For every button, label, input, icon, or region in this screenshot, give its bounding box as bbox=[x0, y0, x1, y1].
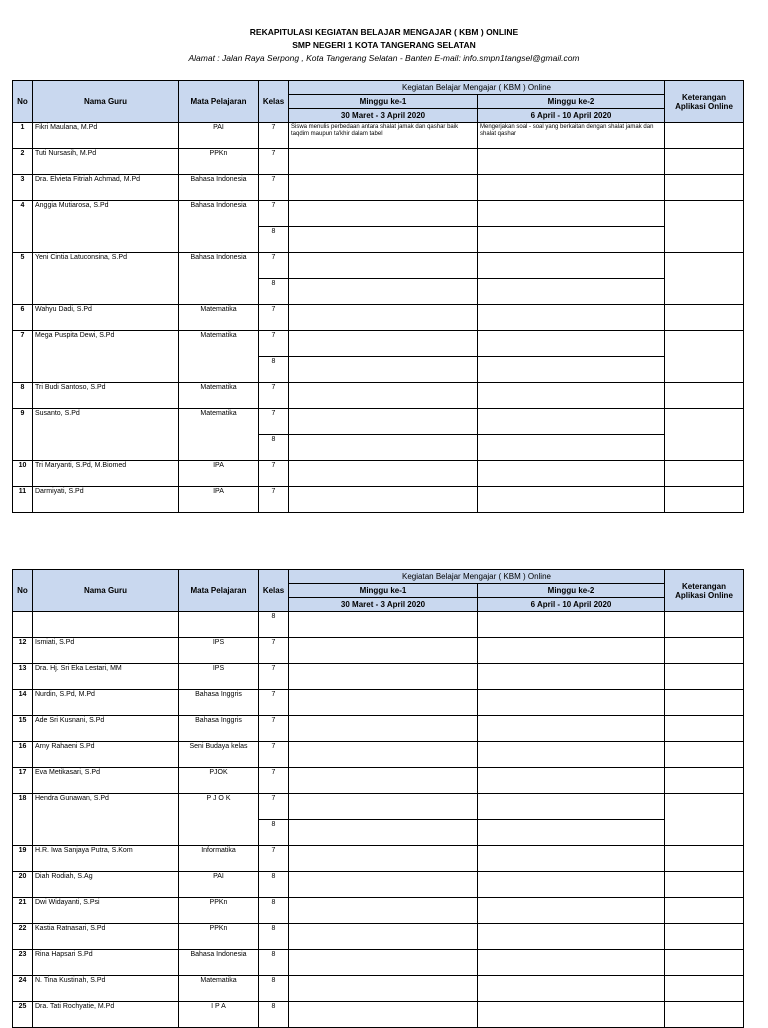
row-nama-guru: Hendra Gunawan, S.Pd bbox=[33, 794, 179, 846]
row-keterangan bbox=[665, 924, 744, 950]
row-mata-pelajaran: IPS bbox=[179, 664, 259, 690]
row-no: 11 bbox=[13, 487, 33, 513]
row-no: 25 bbox=[13, 1002, 33, 1028]
table-row bbox=[13, 253, 744, 279]
row-kelas: 7 bbox=[259, 253, 289, 279]
row-week-1 bbox=[289, 409, 478, 435]
row-nama-guru: Darmiyati, S.Pd bbox=[33, 487, 179, 513]
row-mata-pelajaran: PAI bbox=[179, 872, 259, 898]
row-week-1 bbox=[289, 742, 478, 768]
table-row bbox=[13, 716, 744, 742]
table-row bbox=[13, 383, 744, 409]
row-no: 18 bbox=[13, 794, 33, 846]
row-week-2 bbox=[478, 409, 665, 435]
row-week-1 bbox=[289, 898, 478, 924]
table-row bbox=[13, 175, 744, 201]
row-kelas: 8 bbox=[259, 872, 289, 898]
row-week-2 bbox=[478, 820, 665, 846]
row-no: 16 bbox=[13, 742, 33, 768]
row-keterangan bbox=[665, 487, 744, 513]
row-week-2 bbox=[478, 357, 665, 383]
row-nama-guru: Dra. Elvieta Fitriah Achmad, M.Pd bbox=[33, 175, 179, 201]
row-kelas: 7 bbox=[259, 487, 289, 513]
row-week-2 bbox=[478, 305, 665, 331]
col-kbm-online: Kegiatan Belajar Mengajar ( KBM ) Online bbox=[289, 81, 665, 95]
row-nama-guru: Tri Budi Santoso, S.Pd bbox=[33, 383, 179, 409]
row-week-1 bbox=[289, 383, 478, 409]
row-week-2 bbox=[478, 279, 665, 305]
row-kelas: 7 bbox=[259, 305, 289, 331]
row-kelas: 7 bbox=[259, 690, 289, 716]
row-kelas: 8 bbox=[259, 1002, 289, 1028]
row-no: 13 bbox=[13, 664, 33, 690]
row-week-1: Siswa menulis perbedaan antara shalat jamak dan qashar baik taqdim maupun ta'khir dalam tabel bbox=[289, 123, 478, 149]
table-row bbox=[13, 924, 744, 950]
col-date-2: 6 April - 10 April 2020 bbox=[478, 109, 665, 123]
row-nama-guru: Fikri Maulana, M.Pd bbox=[33, 123, 179, 149]
row-mata-pelajaran: Bahasa Indonesia bbox=[179, 253, 259, 305]
row-no: 3 bbox=[13, 175, 33, 201]
row-kelas: 8 bbox=[259, 435, 289, 461]
row-week-1 bbox=[289, 768, 478, 794]
row-kelas: 7 bbox=[259, 409, 289, 435]
row-week-1 bbox=[289, 305, 478, 331]
row-week-1 bbox=[289, 846, 478, 872]
col-nama-guru: Nama Guru bbox=[33, 81, 179, 123]
col-kbm-online: Kegiatan Belajar Mengajar ( KBM ) Online bbox=[289, 570, 665, 584]
row-mata-pelajaran: PPKn bbox=[179, 924, 259, 950]
row-keterangan bbox=[665, 175, 744, 201]
col-week-1: Minggu ke-1 bbox=[289, 584, 478, 598]
table-row bbox=[13, 461, 744, 487]
row-nama-guru: Dra. Hj. Sri Eka Lestari, MM bbox=[33, 664, 179, 690]
table-row bbox=[13, 149, 744, 175]
row-kelas: 7 bbox=[259, 123, 289, 149]
row-no: 5 bbox=[13, 253, 33, 305]
row-no: 4 bbox=[13, 201, 33, 253]
row-keterangan bbox=[665, 253, 744, 305]
row-keterangan bbox=[665, 331, 744, 383]
row-week-2 bbox=[478, 227, 665, 253]
row-keterangan bbox=[665, 461, 744, 487]
row-nama-guru: Arny Rahaeni S.Pd bbox=[33, 742, 179, 768]
row-week-2 bbox=[478, 742, 665, 768]
row-week-1 bbox=[289, 435, 478, 461]
table-row bbox=[13, 846, 744, 872]
row-nama-guru: H.R. Iwa Sanjaya Putra, S.Kom bbox=[33, 846, 179, 872]
row-kelas: 8 bbox=[259, 612, 289, 638]
row-mata-pelajaran: Bahasa Inggris bbox=[179, 716, 259, 742]
row-keterangan bbox=[665, 872, 744, 898]
row-mata-pelajaran: PPKn bbox=[179, 898, 259, 924]
row-week-2 bbox=[478, 175, 665, 201]
row-kelas: 7 bbox=[259, 742, 289, 768]
row-nama-guru: Mega Puspita Dewi, S.Pd bbox=[33, 331, 179, 383]
row-week-1 bbox=[289, 253, 478, 279]
row-week-1 bbox=[289, 716, 478, 742]
row-week-1 bbox=[289, 279, 478, 305]
row-nama-guru: Rina Hapsari S.Pd bbox=[33, 950, 179, 976]
row-week-2 bbox=[478, 201, 665, 227]
row-mata-pelajaran: Bahasa Indonesia bbox=[179, 201, 259, 253]
row-mata-pelajaran: Matematika bbox=[179, 331, 259, 383]
col-kelas: Kelas bbox=[259, 570, 289, 612]
row-kelas: 7 bbox=[259, 768, 289, 794]
report-title: REKAPITULASI KEGIATAN BELAJAR MENGAJAR ( KBM ) ONLINE bbox=[249, 27, 519, 37]
row-week-1 bbox=[289, 664, 478, 690]
row-mata-pelajaran: PPKn bbox=[179, 149, 259, 175]
col-keterangan: Keterangan Aplikasi Online bbox=[665, 81, 744, 123]
table-row bbox=[13, 305, 744, 331]
row-no: 2 bbox=[13, 149, 33, 175]
table-row bbox=[13, 976, 744, 1002]
row-nama-guru: N. Tina Kustinah, S.Pd bbox=[33, 976, 179, 1002]
row-week-2 bbox=[478, 383, 665, 409]
row-kelas: 8 bbox=[259, 976, 289, 1002]
row-week-2: Mengerjakan soal - soal yang berkaitan dengan shalat jamak dan shalat qashar bbox=[478, 123, 665, 149]
row-no: 24 bbox=[13, 976, 33, 1002]
table-row bbox=[13, 638, 744, 664]
col-keterangan: Keterangan Aplikasi Online bbox=[665, 570, 744, 612]
row-week-2 bbox=[478, 664, 665, 690]
row-kelas: 7 bbox=[259, 794, 289, 820]
row-mata-pelajaran: IPS bbox=[179, 638, 259, 664]
row-kelas: 7 bbox=[259, 149, 289, 175]
table-row bbox=[13, 331, 744, 357]
table-row bbox=[13, 898, 744, 924]
row-keterangan bbox=[665, 898, 744, 924]
row-keterangan bbox=[665, 690, 744, 716]
row-kelas: 8 bbox=[259, 279, 289, 305]
row-kelas: 8 bbox=[259, 950, 289, 976]
row-week-1 bbox=[289, 924, 478, 950]
row-week-1 bbox=[289, 357, 478, 383]
row-week-1 bbox=[289, 950, 478, 976]
row-week-1 bbox=[289, 201, 478, 227]
table-row bbox=[13, 794, 744, 820]
row-no: 9 bbox=[13, 409, 33, 461]
row-nama-guru: Ismiati, S.Pd bbox=[33, 638, 179, 664]
row-keterangan bbox=[665, 149, 744, 175]
row-no: 12 bbox=[13, 638, 33, 664]
row-no: 10 bbox=[13, 461, 33, 487]
row-week-2 bbox=[478, 768, 665, 794]
row-week-2 bbox=[478, 461, 665, 487]
row-keterangan bbox=[665, 664, 744, 690]
row-keterangan bbox=[665, 794, 744, 846]
row-week-1 bbox=[289, 794, 478, 820]
row-mata-pelajaran: PJOK bbox=[179, 768, 259, 794]
row-mata-pelajaran: IPA bbox=[179, 461, 259, 487]
row-week-1 bbox=[289, 820, 478, 846]
table-row bbox=[13, 612, 744, 638]
kbm-table-1 bbox=[12, 80, 744, 513]
row-kelas: 7 bbox=[259, 461, 289, 487]
col-date-1: 30 Maret - 3 April 2020 bbox=[289, 109, 478, 123]
row-kelas: 7 bbox=[259, 201, 289, 227]
row-no: 8 bbox=[13, 383, 33, 409]
row-no: 20 bbox=[13, 872, 33, 898]
row-week-2 bbox=[478, 976, 665, 1002]
row-mata-pelajaran: Matematika bbox=[179, 409, 259, 461]
row-week-1 bbox=[289, 461, 478, 487]
row-week-2 bbox=[478, 435, 665, 461]
col-week-1: Minggu ke-1 bbox=[289, 95, 478, 109]
row-kelas: 7 bbox=[259, 383, 289, 409]
row-week-2 bbox=[478, 716, 665, 742]
row-kelas: 7 bbox=[259, 175, 289, 201]
row-no: 21 bbox=[13, 898, 33, 924]
row-keterangan bbox=[665, 768, 744, 794]
row-nama-guru: Susanto, S.Pd bbox=[33, 409, 179, 461]
col-mata-pelajaran: Mata Pelajaran bbox=[179, 570, 259, 612]
row-week-2 bbox=[478, 794, 665, 820]
row-no: 14 bbox=[13, 690, 33, 716]
school-address: Alamat : Jalan Raya Serpong , Kota Tangerang Selatan - Banten E-mail: info.smpn1tangsel@gmail.com bbox=[188, 53, 580, 63]
row-nama-guru: Kastia Ratnasari, S.Pd bbox=[33, 924, 179, 950]
row-keterangan bbox=[665, 846, 744, 872]
row-mata-pelajaran: Bahasa Inggris bbox=[179, 690, 259, 716]
row-keterangan bbox=[665, 976, 744, 1002]
table-row bbox=[13, 690, 744, 716]
row-mata-pelajaran: IPA bbox=[179, 487, 259, 513]
row-kelas: 8 bbox=[259, 227, 289, 253]
col-date-1: 30 Maret - 3 April 2020 bbox=[289, 598, 478, 612]
col-no: No bbox=[13, 570, 33, 612]
row-nama-guru: Ade Sri Kusnani, S.Pd bbox=[33, 716, 179, 742]
row-mata-pelajaran: Seni Budaya kelas bbox=[179, 742, 259, 768]
row-mata-pelajaran: PAI bbox=[179, 123, 259, 149]
col-week-2: Minggu ke-2 bbox=[478, 95, 665, 109]
col-nama-guru: Nama Guru bbox=[33, 570, 179, 612]
row-week-1 bbox=[289, 149, 478, 175]
row-nama-guru: Dra. Tati Rochyatie, M.Pd bbox=[33, 1002, 179, 1028]
row-kelas: 7 bbox=[259, 664, 289, 690]
school-name: SMP NEGERI 1 KOTA TANGERANG SELATAN bbox=[292, 40, 476, 50]
row-nama-guru: Wahyu Dadi, S.Pd bbox=[33, 305, 179, 331]
row-kelas: 8 bbox=[259, 357, 289, 383]
row-week-1 bbox=[289, 638, 478, 664]
row-nama-guru: Anggia Mutiarosa, S.Pd bbox=[33, 201, 179, 253]
row-nama-guru: Tuti Nursasih, M.Pd bbox=[33, 149, 179, 175]
row-week-2 bbox=[478, 253, 665, 279]
row-week-2 bbox=[478, 690, 665, 716]
col-week-2: Minggu ke-2 bbox=[478, 584, 665, 598]
row-week-2 bbox=[478, 950, 665, 976]
row-week-1 bbox=[289, 487, 478, 513]
table-row bbox=[13, 487, 744, 513]
row-nama-guru: Diah Rodiah, S.Ag bbox=[33, 872, 179, 898]
col-date-2: 6 April - 10 April 2020 bbox=[478, 598, 665, 612]
row-mata-pelajaran: Informatika bbox=[179, 846, 259, 872]
row-mata-pelajaran: I P A bbox=[179, 1002, 259, 1028]
row-nama-guru: Tri Maryanti, S.Pd, M.Biomed bbox=[33, 461, 179, 487]
row-week-2 bbox=[478, 487, 665, 513]
row-keterangan bbox=[665, 383, 744, 409]
table-row bbox=[13, 664, 744, 690]
table-row bbox=[13, 201, 744, 227]
row-nama-guru: Nurdin, S.Pd, M.Pd bbox=[33, 690, 179, 716]
kbm-table-2 bbox=[12, 569, 744, 1028]
row-keterangan bbox=[665, 123, 744, 149]
row-kelas: 7 bbox=[259, 716, 289, 742]
row-week-1 bbox=[289, 872, 478, 898]
table-row bbox=[13, 123, 744, 149]
row-no: 15 bbox=[13, 716, 33, 742]
table-row bbox=[13, 872, 744, 898]
col-mata-pelajaran: Mata Pelajaran bbox=[179, 81, 259, 123]
row-keterangan bbox=[665, 716, 744, 742]
row-kelas: 7 bbox=[259, 638, 289, 664]
row-nama-guru: Yeni Cintia Latuconsina, S.Pd bbox=[33, 253, 179, 305]
row-mata-pelajaran: Bahasa Indonesia bbox=[179, 950, 259, 976]
table-row bbox=[13, 768, 744, 794]
row-keterangan bbox=[665, 305, 744, 331]
row-week-1 bbox=[289, 227, 478, 253]
row-nama-guru: Eva Metikasari, S.Pd bbox=[33, 768, 179, 794]
row-week-2 bbox=[478, 898, 665, 924]
row-keterangan bbox=[665, 201, 744, 253]
table-row bbox=[13, 742, 744, 768]
row-mata-pelajaran: P J O K bbox=[179, 794, 259, 846]
row-week-1 bbox=[289, 331, 478, 357]
row-keterangan bbox=[665, 638, 744, 664]
row-no: 17 bbox=[13, 768, 33, 794]
row-no: 6 bbox=[13, 305, 33, 331]
table-row bbox=[13, 409, 744, 435]
row-week-2 bbox=[478, 638, 665, 664]
row-week-2 bbox=[478, 331, 665, 357]
row-nama-guru: Dwi Widayanti, S.Psi bbox=[33, 898, 179, 924]
row-week-2 bbox=[478, 924, 665, 950]
row-keterangan bbox=[665, 409, 744, 461]
row-keterangan bbox=[665, 742, 744, 768]
row-week-2 bbox=[478, 872, 665, 898]
row-kelas: 8 bbox=[259, 924, 289, 950]
row-kelas: 8 bbox=[259, 820, 289, 846]
row-week-2 bbox=[478, 149, 665, 175]
row-no: 23 bbox=[13, 950, 33, 976]
row-mata-pelajaran: Bahasa Indonesia bbox=[179, 175, 259, 201]
row-no: 1 bbox=[13, 123, 33, 149]
row-week-1 bbox=[289, 690, 478, 716]
table-row bbox=[13, 950, 744, 976]
col-kelas: Kelas bbox=[259, 81, 289, 123]
row-keterangan bbox=[665, 950, 744, 976]
row-mata-pelajaran: Matematika bbox=[179, 305, 259, 331]
row-week-1 bbox=[289, 976, 478, 1002]
row-no: 22 bbox=[13, 924, 33, 950]
col-no: No bbox=[13, 81, 33, 123]
row-week-2 bbox=[478, 846, 665, 872]
row-kelas: 8 bbox=[259, 898, 289, 924]
row-kelas: 7 bbox=[259, 331, 289, 357]
row-week-1 bbox=[289, 175, 478, 201]
row-mata-pelajaran: Matematika bbox=[179, 383, 259, 409]
row-no: 19 bbox=[13, 846, 33, 872]
row-mata-pelajaran: Matematika bbox=[179, 976, 259, 1002]
row-no: 7 bbox=[13, 331, 33, 383]
row-kelas: 7 bbox=[259, 846, 289, 872]
